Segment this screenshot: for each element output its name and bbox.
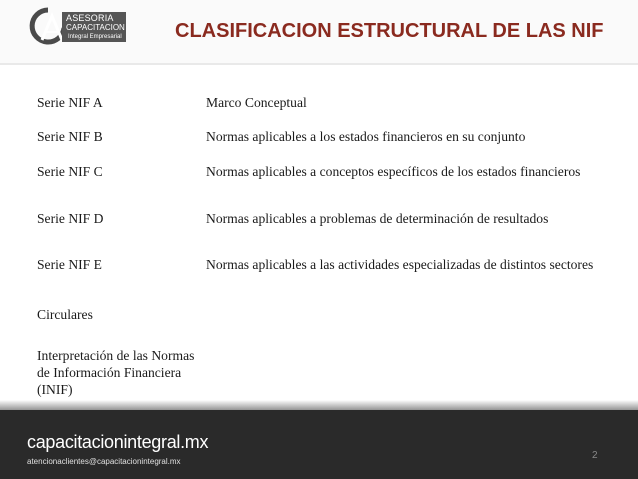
footer-email: atencionaclientes@capacitacionintegral.mx bbox=[27, 457, 181, 466]
footer-website: capacitacionintegral.mx bbox=[27, 432, 209, 452]
series-description: Normas aplicables a problemas de determinación de resultados bbox=[206, 211, 549, 226]
series-description: Marco Conceptual bbox=[206, 95, 307, 110]
series-label: Interpretación de las Normas de Información Financiera (INIF) bbox=[37, 348, 195, 397]
series-label: Circulares bbox=[37, 307, 93, 322]
logo-line-1: ASESORIA bbox=[66, 13, 114, 23]
series-description: Normas aplicables a las actividades especializadas de distintos sectores bbox=[206, 257, 594, 272]
series-description: Normas aplicables a los estados financieros en su conjunto bbox=[206, 129, 526, 144]
slide-title: CLASIFICACION ESTRUCTURAL DE LAS NIF bbox=[175, 20, 604, 42]
series-label: Serie NIF E bbox=[37, 257, 102, 272]
series-label: Serie NIF D bbox=[37, 211, 104, 226]
logo-line-2: CAPACITACION bbox=[66, 23, 125, 32]
series-description: Normas aplicables a conceptos específicos de los estados financieros bbox=[206, 164, 581, 179]
series-label: Serie NIF C bbox=[37, 164, 103, 179]
header-divider bbox=[0, 63, 638, 65]
logo-line-3: Integral Empresarial bbox=[68, 34, 122, 40]
series-label: Serie NIF B bbox=[37, 129, 103, 144]
series-label: Serie NIF A bbox=[37, 95, 103, 110]
page-number: 2 bbox=[592, 450, 598, 461]
